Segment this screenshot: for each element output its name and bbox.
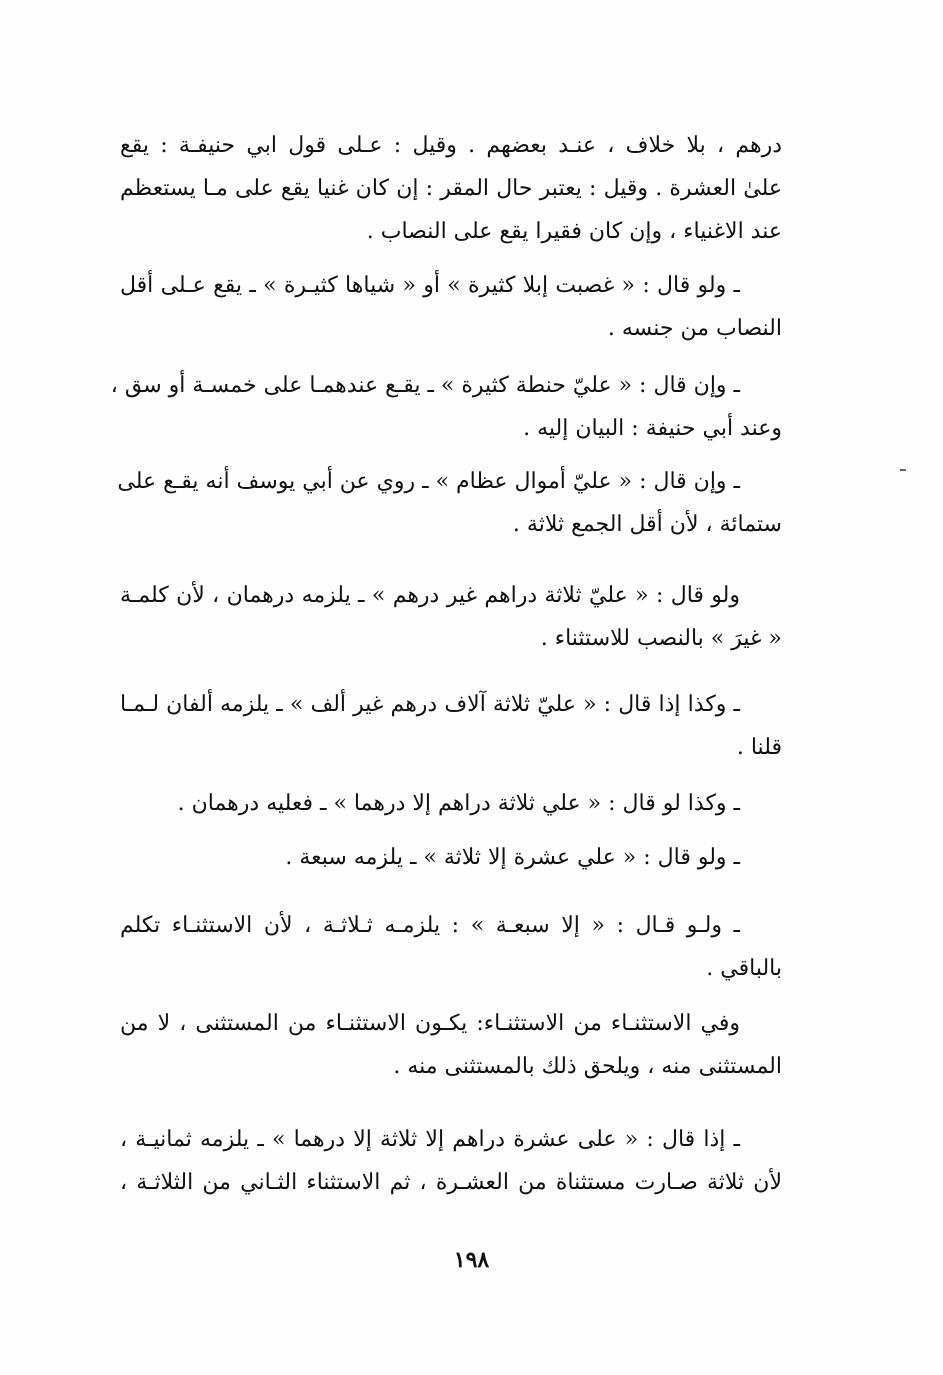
text-line: علىٰ العشرة . وقيل : يعتبر حال المقر : إن كان غنيا يقع على مـا يستعظم [120, 176, 782, 201]
text-line: ـ ولو قال : « علي عشرة إلا ثلاثة » ـ يلزمه سبعة . [285, 845, 740, 870]
text-line: ـ وإن قال : « عليّ حنطة كثيرة » ـ يقـع عندهمـا على خمسـة أو سق ، [110, 373, 740, 398]
text-line: عند الاغنياء ، وإن كان فقيرا يقع على النصاب . [366, 219, 782, 244]
text-line: قلنا . [736, 735, 782, 760]
text-line: « غيرَ » بالنصب للاستثناء . [540, 626, 782, 651]
text-line: وفي الاستثنـاء من الاستثنـاء: يكـون الاستثنـاء من المستثنى ، لا من [120, 1011, 740, 1036]
text-line: ـ وكذا لو قال : « علي ثلاثة دراهم إلا درهما » ـ فعليه درهمان . [177, 791, 740, 816]
paragraph-7 [120, 782, 782, 825]
text-line: ستمائة ، لأن أقل الجمع ثلاثة . [512, 512, 782, 537]
text-line: ـ إذا قال : « على عشرة دراهم إلا ثلاثة إلا درهما » ـ يلزمه ثمانيـة ، [120, 1127, 740, 1152]
paragraph-5 [120, 574, 782, 660]
paragraph-1 [120, 124, 782, 253]
paragraph-8 [120, 836, 782, 879]
paragraph-2 [120, 264, 782, 350]
text-line: بالباقي . [706, 956, 782, 981]
paragraph-6 [120, 683, 782, 769]
paragraph-11 [120, 1118, 782, 1204]
text-line: درهم ، بلا خلاف ، عنـد بعضهم . وقيل : عـلى قول ابي حنيفـة : يقع [120, 133, 782, 158]
paragraph-4 [117, 460, 782, 546]
text-line: ـ ولـو قـال : « إلا سبعـة » : يلزمـه ثـلاثـة ، لأن الاستثنـاء تكلم [120, 913, 740, 938]
paragraph-10 [120, 1002, 782, 1088]
text-line: ـ وكذا إذا قال : « عليّ ثلاثة آلاف درهم غير ألف » ـ يلزمه ألفان لـمـا [120, 692, 740, 717]
text-line: وعند أبي حنيفة : البيان إليه . [523, 416, 782, 441]
text-line: النصاب من جنسه . [607, 316, 782, 341]
paragraph-9 [120, 904, 782, 990]
page-number: ١٩٨ [453, 1247, 490, 1273]
scan-artifact [900, 469, 906, 471]
text-line: لأن ثلاثة صـارت مستثناة من العشـرة ، ثم الاستثناء الثـاني من الثلاثـة ، [120, 1170, 782, 1195]
text-line: ولو قال : « عليّ ثلاثة دراهم غير درهم » ـ يلزمه درهمان ، لأن كلمـة [120, 583, 740, 608]
text-line: ـ ولو قال : « غصبت إبلا كثيرة » أو « شياها كثيـرة » ـ يقع عـلى أقل [120, 273, 740, 298]
paragraph-3 [110, 364, 782, 450]
text-line: المستثنى منه ، ويلحق ذلك بالمستثنى منه . [393, 1054, 782, 1079]
text-line: ـ وإن قال : « عليّ أموال عظام » ـ روي عن أبي يوسف أنه يقـع على [117, 469, 740, 494]
